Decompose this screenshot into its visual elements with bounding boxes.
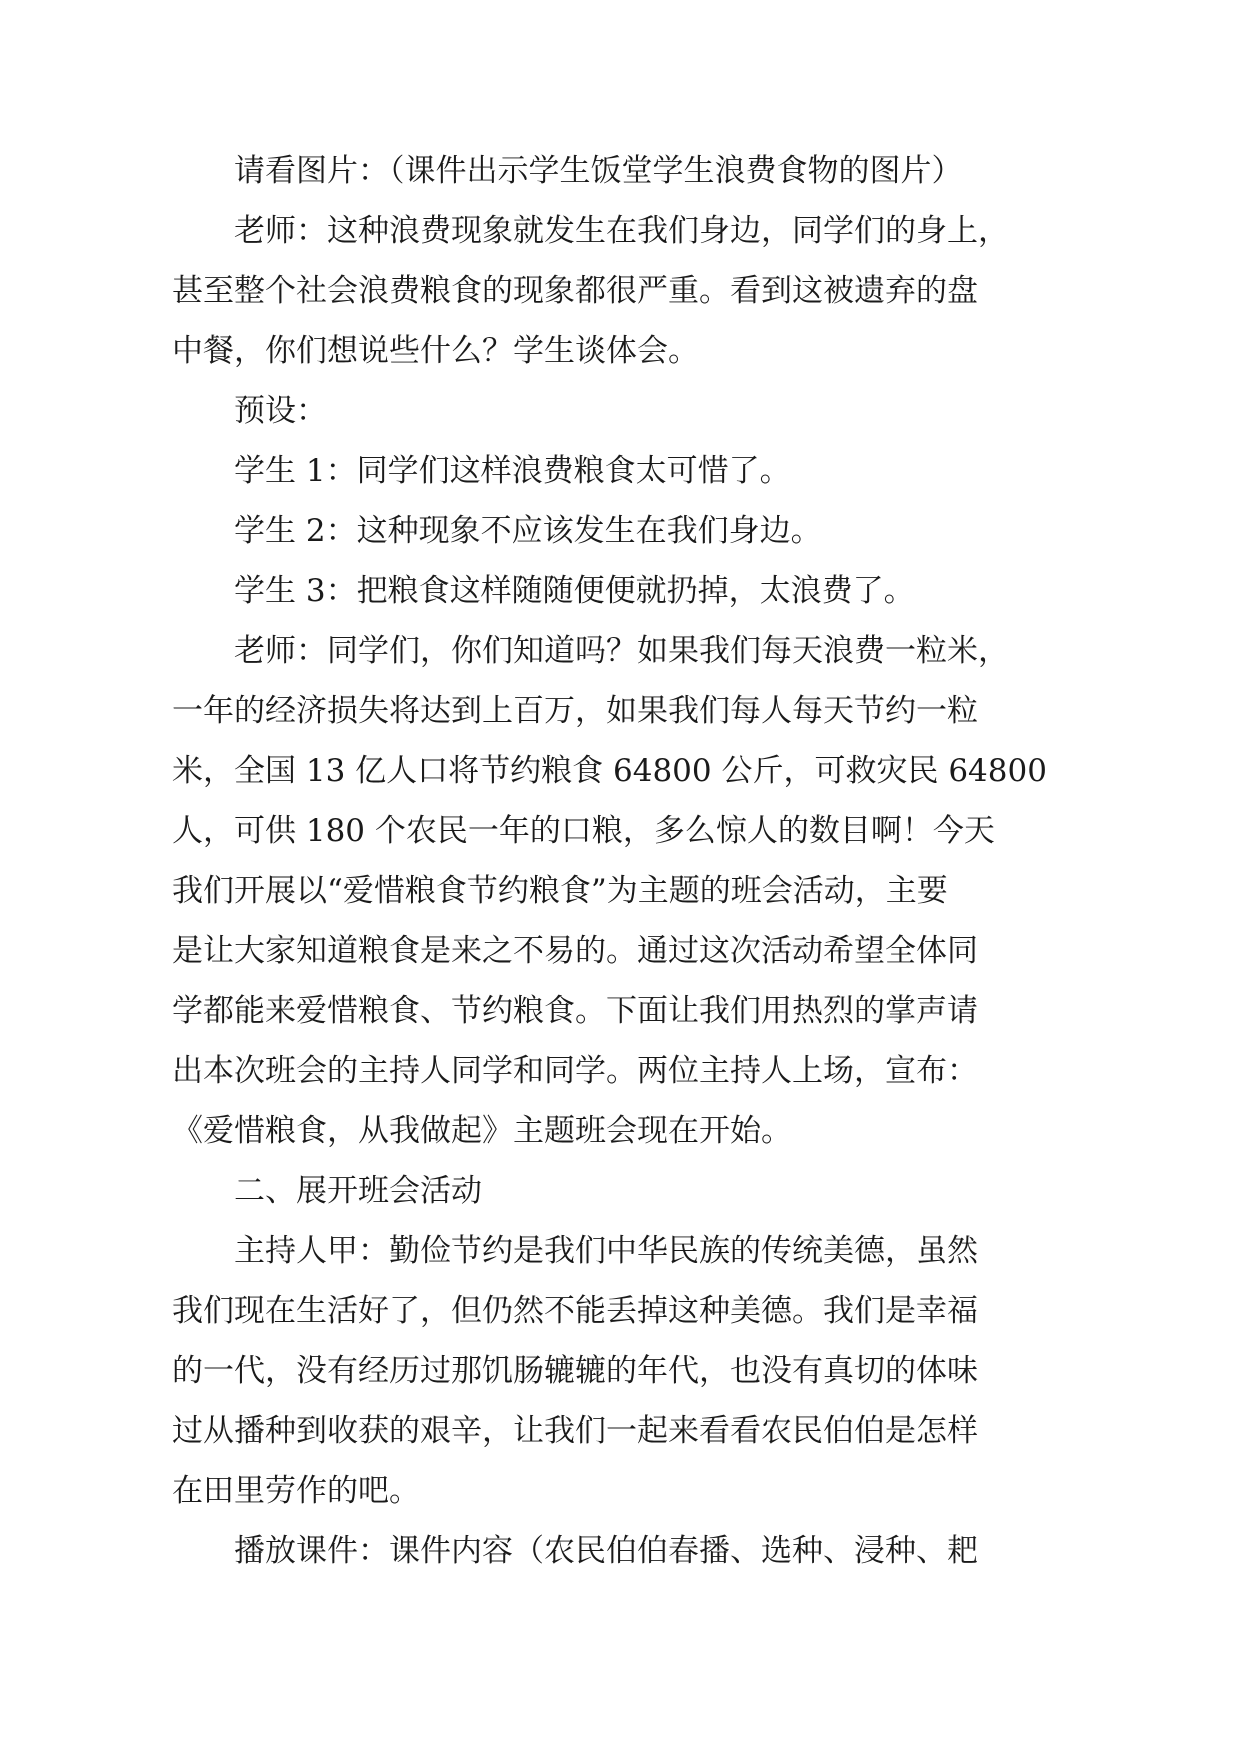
text-line-11: 米，全国 13 亿人口将节约粮食 64800 公斤，可救灾民 64800 xyxy=(172,753,1047,789)
text-line-16: 出本次班会的主持人同学和同学。两位主持人上场，宣布： xyxy=(172,1053,978,1089)
text-line-22: 过从播种到收获的艰辛，让我们一起来看看农民伯伯是怎样 xyxy=(172,1413,978,1449)
text-line-13: 我们开展以“爱惜粮食节约粮食”为主题的班会活动，主要 xyxy=(172,873,948,909)
text-line-24: 播放课件：课件内容（农民伯伯春播、选种、浸种、耙 xyxy=(234,1533,978,1569)
text-line-17: 《爱惜粮食，从我做起》主题班会现在开始。 xyxy=(172,1113,792,1149)
text-line-7: 学生 2：这种现象不应该发生在我们身边。 xyxy=(234,513,822,549)
text-line-4: 中餐，你们想说些什么？学生谈体会。 xyxy=(172,333,699,369)
text-line-15: 学都能来爱惜粮食、节约粮食。下面让我们用热烈的掌声请 xyxy=(172,993,978,1029)
text-line-20: 我们现在生活好了，但仍然不能丢掉这种美德。我们是幸福 xyxy=(172,1293,978,1329)
text-line-12: 人，可供 180 个农民一年的口粮，多么惊人的数目啊！今天 xyxy=(172,813,995,849)
text-line-1: 请看图片：（课件出示学生饭堂学生浪费食物的图片） xyxy=(234,153,963,189)
text-line-3: 甚至整个社会浪费粮食的现象都很严重。看到这被遗弃的盘 xyxy=(172,273,978,309)
text-line-8: 学生 3：把粮食这样随随便便就扔掉，太浪费了。 xyxy=(234,573,915,609)
text-line-6: 学生 1：同学们这样浪费粮食太可惜了。 xyxy=(234,453,791,489)
text-line-9: 老师：同学们，你们知道吗？如果我们每天浪费一粒米， xyxy=(234,633,1009,669)
text-line-23: 在田里劳作的吧。 xyxy=(172,1473,420,1509)
text-line-2: 老师：这种浪费现象就发生在我们身边，同学们的身上， xyxy=(234,213,1009,249)
text-line-5: 预设： xyxy=(234,393,327,429)
text-line-21: 的一代，没有经历过那饥肠辘辘的年代，也没有真切的体味 xyxy=(172,1353,978,1389)
text-line-10: 一年的经济损失将达到上百万，如果我们每人每天节约一粒 xyxy=(172,693,978,729)
section-heading: 二、展开班会活动 xyxy=(234,1173,482,1209)
text-line-19: 主持人甲：勤俭节约是我们中华民族的传统美德，虽然 xyxy=(234,1233,978,1269)
text-line-14: 是让大家知道粮食是来之不易的。通过这次活动希望全体同 xyxy=(172,933,978,969)
